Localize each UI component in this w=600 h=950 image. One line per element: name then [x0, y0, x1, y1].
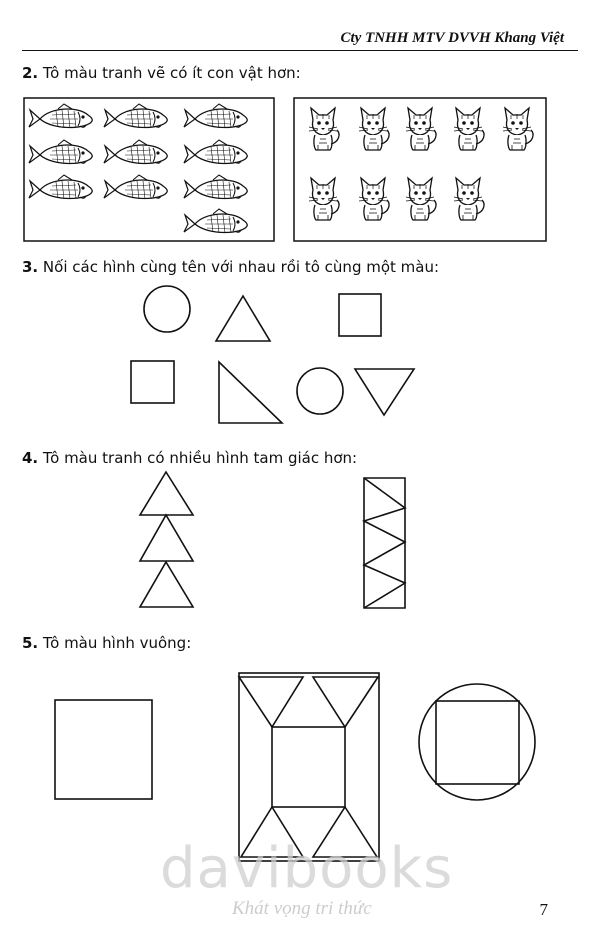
page-number: 7	[539, 900, 548, 919]
strip-outline	[364, 478, 405, 608]
fish-icon	[29, 104, 92, 128]
cat-icon	[454, 178, 484, 220]
watermark-logo: davibooks	[160, 836, 454, 901]
right-triangle-shape-icon	[219, 362, 282, 423]
question-5-text: Tô màu hình vuông:	[42, 634, 192, 652]
question-2-number: 2.	[22, 64, 39, 82]
fish-icon	[184, 175, 247, 199]
square-shape-icon	[339, 294, 381, 336]
square-shape-icon	[131, 361, 174, 403]
question-4-number: 4.	[22, 449, 39, 467]
triangle-icon	[140, 472, 193, 515]
question-3-number: 3.	[22, 258, 39, 276]
zigzag-line	[364, 478, 405, 608]
publisher-header: Cty TNHH MTV DVVH Khang Việt	[340, 30, 564, 46]
right-triangle-strip	[364, 478, 405, 608]
question-3-text: Nối các hình cùng tên với nhau rồi tô cùng một màu:	[42, 258, 440, 276]
cat-icon	[359, 178, 389, 220]
cat-icon	[406, 108, 436, 150]
question-2-text: Tô màu tranh vẽ có ít con vật hơn:	[42, 64, 301, 82]
triangle-icon	[140, 562, 193, 607]
triangle-shape-icon	[216, 296, 270, 341]
left-triangle-stack	[140, 472, 193, 607]
cat-icon	[503, 108, 533, 150]
circle-with-square-figure	[419, 684, 535, 800]
question-5-number: 5.	[22, 634, 39, 652]
fish-icon	[104, 104, 167, 128]
watermark-tagline: Khát vọng tri thức	[232, 898, 372, 919]
fish-icon	[184, 209, 247, 233]
question-4-text: Tô màu tranh có nhiều hình tam giác hơn:	[42, 449, 358, 467]
fish-group	[29, 104, 247, 233]
circle-shape-icon	[297, 368, 343, 414]
square-figure	[55, 700, 152, 799]
cat-group	[309, 108, 533, 220]
fish-icon	[104, 175, 167, 199]
fish-icon	[29, 140, 92, 164]
cat-icon	[454, 108, 484, 150]
fish-icon	[29, 175, 92, 199]
triangle-icon	[140, 515, 193, 561]
fish-icon	[104, 140, 167, 164]
cat-icon	[406, 178, 436, 220]
cat-icon	[309, 178, 339, 220]
fish-icon	[184, 140, 247, 164]
inverted-triangle-shape-icon	[355, 369, 414, 415]
fish-icon	[184, 104, 247, 128]
cat-icon	[309, 108, 339, 150]
composite-rectangle-figure	[239, 673, 379, 861]
cat-icon	[359, 108, 389, 150]
circle-shape-icon	[144, 286, 190, 332]
